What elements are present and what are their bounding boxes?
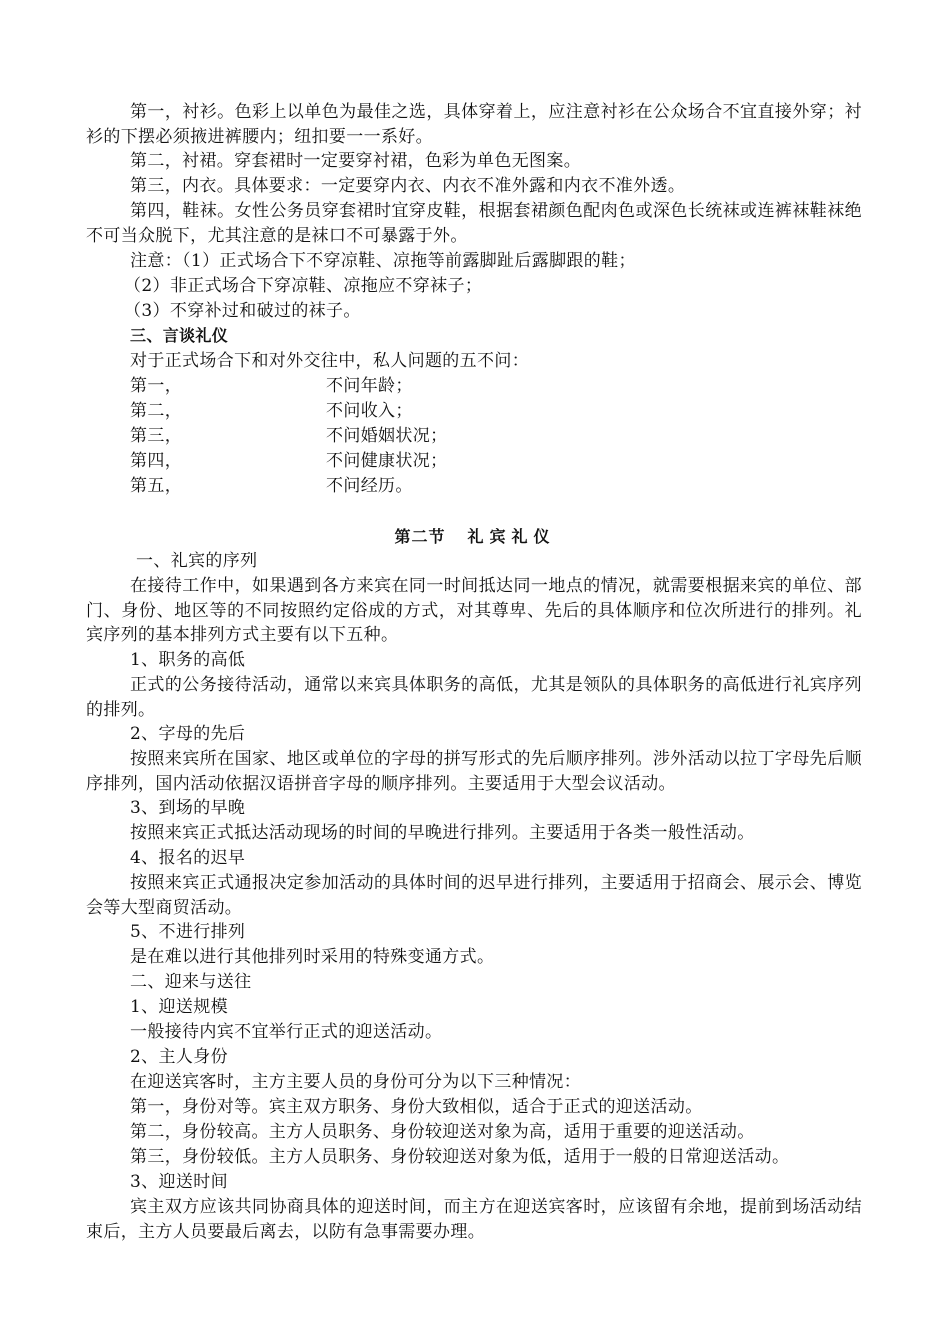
paragraph-scale: 一般接待内宾不宜举行正式的迎送活动。 (130, 1022, 443, 1042)
paragraph-shoes-socks: 第四，鞋袜。女性公务员穿套裙时宜穿皮鞋，根据套裙颜色配肉色或深色长统袜或连裤袜鞋袜绝不可当众脱下，尤其注意的是袜口不可暴露于外。 (86, 201, 862, 246)
note-line-3: （3）不穿补过和破过的袜子。 (124, 301, 361, 321)
heading-welcome-farewell: 二、迎来与送往 (130, 972, 252, 992)
item-ordinal: 第五， (130, 476, 183, 496)
host-identity-lower: 第三，身份较低。主方人员职务、身份较迎送对象为低，适用于一般的日常迎送活动。 (130, 1147, 790, 1167)
five-questions-item (130, 474, 870, 498)
five-questions-item (130, 424, 870, 448)
five-questions-item (130, 399, 870, 423)
paragraph-protocol-order: 在接待工作中，如果遇到各方来宾在同一时间抵达同一地点的情况，就需要根据来宾的单位、部门、身份、地区等的不同按照约定俗成的方式，对其尊卑、先后的具体顺序和位次所进行的排列。礼宾序列的基本排列方式主要有以下五种。 (86, 576, 862, 646)
item-text: 不问年龄； (326, 376, 413, 396)
item-text: 不问经历。 (326, 476, 413, 496)
paragraph-rank: 正式的公务接待活动，通常以来宾具体职务的高低，尤其是领队的具体职务的高低进行礼宾序列的排列。 (86, 675, 862, 720)
heading-speech-etiquette: 三、言谈礼仪 (130, 326, 229, 345)
note-line-2: （2）非正式场合下穿凉鞋、凉拖应不穿袜子； (124, 276, 483, 296)
host-identity-equal: 第一，身份对等。宾主双方职务、身份大致相似，适合于正式的迎送活动。 (130, 1097, 703, 1117)
paragraph-timing: 宾主双方应该共同协商具体的迎送时间，而主方在迎送宾客时，应该留有余地，提前到场活动结束后，主方人员要最后离去，以防有急事需要办理。 (86, 1197, 862, 1242)
paragraph-arrival: 按照来宾正式抵达活动现场的时间的早晚进行排列。主要适用于各类一般性活动。 (130, 823, 755, 843)
five-questions-item (130, 449, 870, 473)
subheading-registration: 4、报名的迟早 (130, 848, 246, 868)
five-questions-intro: 对于正式场合下和对外交往中，私人问题的五不问： (130, 351, 530, 371)
paragraph-registration: 按照来宾正式通报决定参加活动的具体时间的迟早进行排列，主要适用于招商会、展示会、博览会等大型商贸活动。 (86, 873, 862, 918)
subheading-no-order: 5、不进行排列 (130, 922, 246, 942)
section-title (0, 525, 950, 549)
subheading-host-identity: 2、主人身份 (130, 1047, 228, 1067)
paragraph-host-identity: 在迎送宾客时，主方主要人员的身份可分为以下三种情况： (130, 1072, 582, 1092)
item-text: 不问收入； (326, 401, 413, 421)
item-ordinal: 第二， (130, 401, 183, 421)
paragraph-underwear: 第三，内衣。具体要求：一定要穿内衣、内衣不准外露和内衣不准外透。 (130, 176, 686, 196)
section-name: 礼宾礼仪 (467, 527, 556, 546)
subheading-timing: 3、迎送时间 (130, 1172, 228, 1192)
section-number: 第二节 (394, 527, 446, 546)
item-ordinal: 第一， (130, 376, 183, 396)
subheading-rank: 1、职务的高低 (130, 650, 246, 670)
note-line-1: 注意：（1）正式场合下不穿凉鞋、凉拖等前露脚趾后露脚跟的鞋； (130, 251, 636, 271)
paragraph-petticoat: 第二，衬裙。穿套裙时一定要穿衬裙，色彩为单色无图案。 (130, 151, 582, 171)
subheading-arrival: 3、到场的早晚 (130, 798, 246, 818)
item-ordinal: 第四， (130, 451, 183, 471)
subheading-scale: 1、迎送规模 (130, 997, 228, 1017)
subheading-alphabet: 2、字母的先后 (130, 724, 246, 744)
paragraph-alphabet: 按照来宾所在国家、地区或单位的字母的拼写形式的先后顺序排列。涉外活动以拉丁字母先后顺序排列，国内活动依据汉语拼音字母的顺序排列。主要适用于大型会议活动。 (86, 749, 862, 794)
host-identity-higher: 第二，身份较高。主方人员职务、身份较迎送对象为高，适用于重要的迎送活动。 (130, 1122, 755, 1142)
five-questions-item (130, 374, 870, 398)
paragraph-shirt: 第一，衬衫。色彩上以单色为最佳之选，具体穿着上，应注意衬衫在公众场合不宜直接外穿；衬衫的下摆必须掖进裤腰内；纽扣要一一系好。 (86, 102, 862, 147)
heading-protocol-order: 一、礼宾的序列 (136, 551, 258, 571)
item-text: 不问健康状况； (326, 451, 448, 471)
item-ordinal: 第三， (130, 426, 183, 446)
paragraph-no-order: 是在难以进行其他排列时采用的特殊变通方式。 (130, 947, 495, 967)
item-text: 不问婚姻状况； (326, 426, 448, 446)
